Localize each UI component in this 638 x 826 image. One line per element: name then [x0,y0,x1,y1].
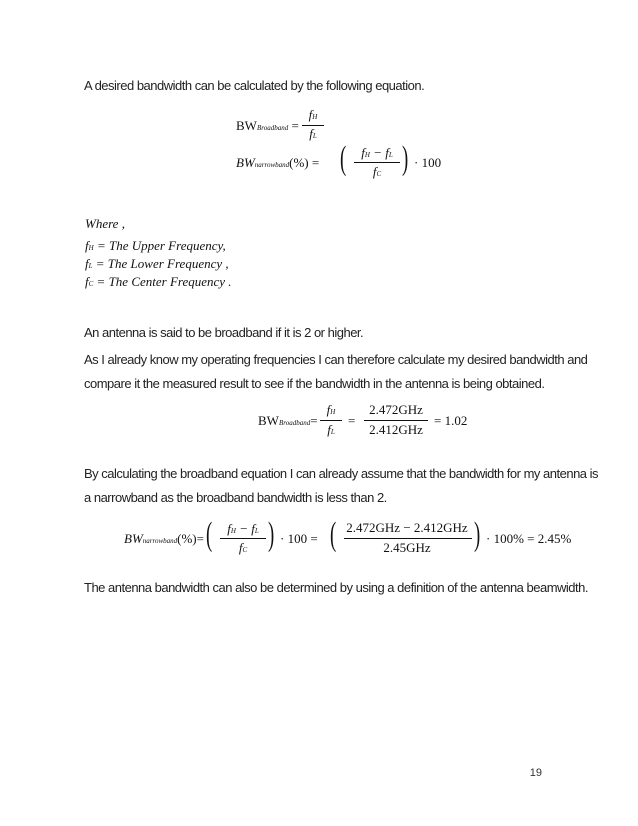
equals-sign: = [348,413,356,428]
fraction-bar [364,420,428,421]
paragraph-line: As I already know my operating frequencies I can therefore calculate my desired bandwidth and [84,352,588,367]
fraction-numerator-value: 2.472GHz [369,402,423,417]
equals-sign: = [310,413,318,428]
where-label: Where , [85,216,125,231]
times-100: · 100 [414,155,442,170]
percent-label: (%) [289,155,309,170]
left-paren: ( [206,516,213,553]
fraction-numerator: fH − fL [361,145,393,160]
broadband-subscript: Broadband [256,124,289,132]
bw-symbol: BW [258,413,279,428]
fraction-denominator: fC [238,540,248,555]
equals-sign: = [291,118,299,133]
intro-paragraph: A desired bandwidth can be calculated by the following equation. [84,78,425,93]
fraction-denominator: fL [327,422,335,437]
fraction-denominator: fC [372,164,382,179]
left-paren: ( [330,516,337,553]
page-number: 19 [529,767,542,779]
paragraph-line: a narrowband as the broadband bandwidth is less than 2. [84,490,387,505]
paragraph-line: compare it the measured result to see if the bandwidth in the antenna is being obtained. [84,376,545,391]
right-paren: ) [474,516,481,553]
bw-symbol: BW [236,118,257,133]
fraction-denominator: fL [309,126,317,141]
fraction-bar [220,538,266,539]
narrowband-subscript: narrowband [142,537,178,545]
definition-center-frequency: fC = The Center Frequency . [85,274,232,289]
paragraph-line: By calculating the broadband equation I can already assume that the bandwidth for my antenna is [84,466,599,481]
right-paren: ) [402,140,409,177]
right-paren: ) [268,516,275,553]
bw-symbol: BW [124,531,143,546]
fraction-denominator-value: 2.45GHz [383,540,431,555]
broadband-result: = 1.02 [434,413,468,428]
left-paren: ( [340,140,347,177]
equals-sign: = [196,531,204,546]
fraction-numerator: fH [326,402,336,417]
fraction-numerator-values: 2.472GHz − 2.412GHz [346,520,468,535]
narrowband-subscript: narrowband [254,161,290,169]
percent-label: (%) [177,531,197,546]
broadband-subscript: Broadband [278,419,311,427]
broadband-rule-paragraph: An antenna is said to be broadband if it is 2 or higher. [84,325,364,340]
closing-paragraph: The antenna bandwidth can also be determined by using a definition of the antenna beamwidth. [84,580,588,595]
fraction-numerator: fH − fL [227,521,259,536]
narrowband-result: · 100% = 2.45% [486,531,572,546]
fraction-bar [320,420,342,421]
definition-upper-frequency: fH = The Upper Frequency, [85,238,226,253]
fraction-denominator-value: 2.412GHz [369,422,423,437]
definition-lower-frequency: fL = The Lower Frequency , [85,256,229,271]
times-100-equals: · 100 = [280,531,318,546]
fraction-bar [344,538,472,539]
bw-symbol: BW [236,155,255,170]
fraction-numerator: fH [308,107,318,122]
fraction-bar [354,162,400,163]
equals-sign: = [311,155,320,170]
